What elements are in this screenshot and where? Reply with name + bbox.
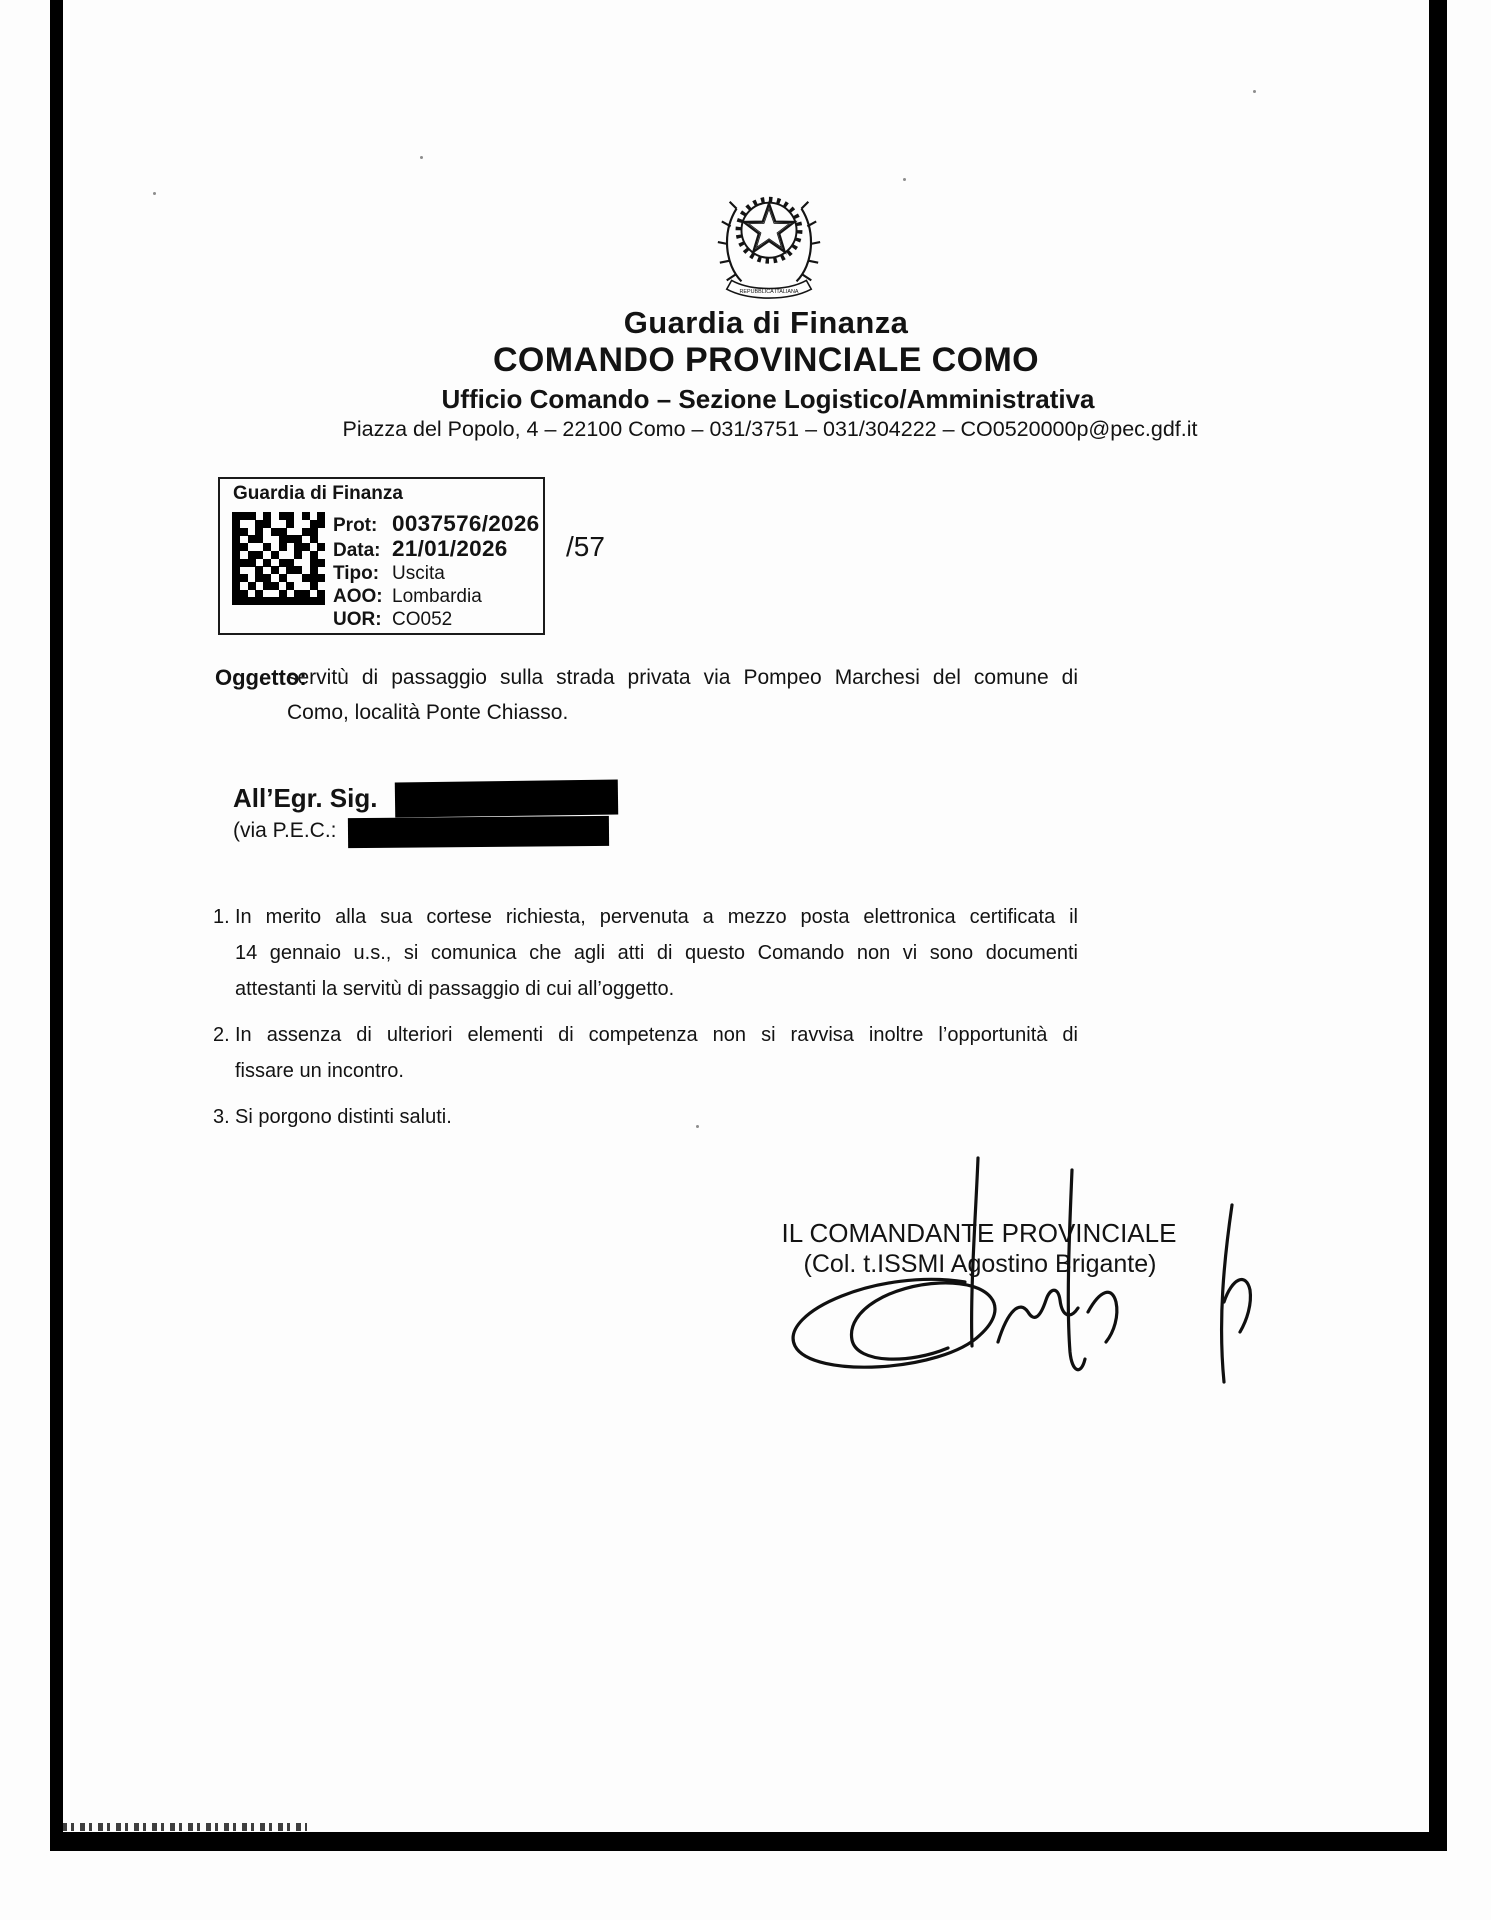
stamp-field-tipo [333, 563, 445, 585]
stamp-field-value: CO052 [392, 609, 453, 630]
recipient-to-label: All’Egr. Sig. [233, 783, 378, 813]
body-line: 14 gennaio u.s., si comunica che agli atti di questo Comando non vi sono documenti [235, 942, 1078, 964]
subject-line: Como, località Ponte Chiasso. [287, 701, 569, 724]
emblem-caption: REPUBBLICA ITALIANA [739, 289, 799, 296]
stamp-field-prot [333, 511, 540, 537]
signature-title: IL COMANDANTE PROVINCIALE [781, 1218, 1177, 1248]
scan-speck [903, 178, 906, 181]
body-line: fissare un incontro. [235, 1060, 404, 1082]
list-number: 2. [213, 1024, 230, 1046]
scan-border-bottom [50, 1832, 1447, 1851]
body-line: attestanti la servitù di passaggio di cui all’oggetto. [235, 978, 675, 1000]
letterhead-command: COMANDO PROVINCIALE COMO [492, 341, 1040, 379]
subject-label: Oggetto: [215, 665, 307, 690]
body-line: In merito alla sua cortese richiesta, pervenuta a mezzo posta elettronica certificata il [235, 906, 1078, 928]
letterhead-address: Piazza del Popolo, 4 – 22100 Como – 031/3751 – 031/304222 – CO0520000p@pec.gdf.it [342, 417, 1198, 441]
redaction-bar-pec [348, 816, 609, 848]
stamp-field-label: AOO: [333, 586, 383, 607]
redaction-bar-name [395, 779, 618, 817]
subject-line: servitù di passaggio sulla strada privata via Pompeo Marchesi del comune di [287, 666, 1078, 689]
stamp-field-value: Lombardia [392, 586, 482, 607]
scan-border-right [1429, 0, 1447, 1851]
republic-emblem-icon [710, 180, 828, 308]
stamp-field-label: Tipo: [333, 563, 380, 584]
handwritten-signature [740, 1150, 1270, 1395]
stamp-field-aoo [333, 586, 482, 608]
stamp-field-label: Prot: [333, 515, 378, 536]
stamp-field-value: 21/01/2026 [392, 536, 508, 561]
stamp-field-label: Data: [333, 540, 381, 561]
scan-border-left [50, 0, 63, 1851]
letterhead-office: Ufficio Comando – Sezione Logistico/Amministrativa [441, 384, 1095, 414]
list-number: 3. [213, 1106, 230, 1128]
protocol-suffix: /57 [566, 531, 605, 562]
list-number: 1. [213, 906, 230, 928]
scan-speck [420, 156, 423, 159]
recipient-via-label: (via P.E.C.: [233, 819, 337, 842]
stamp-field-uor [333, 609, 452, 631]
body-line: In assenza di ulteriori elementi di competenza non si ravvisa inoltre l’opportunità di [235, 1024, 1078, 1046]
stamp-field-label: UOR: [333, 609, 382, 630]
stamp-title: Guardia di Finanza [233, 483, 403, 504]
signature-name: (Col. t.ISSMI Agostino Brigante) [803, 1250, 1157, 1278]
body-line: Si porgono distinti saluti. [235, 1106, 452, 1128]
stamp-field-value: Uscita [392, 563, 445, 584]
scan-speck [1253, 90, 1256, 93]
letterhead-org: Guardia di Finanza [623, 305, 909, 340]
scan-noise [62, 1823, 307, 1831]
stamp-field-value: 0037576/2026 [392, 511, 540, 536]
stamp-field-data [333, 536, 508, 562]
scan-speck [153, 192, 156, 195]
datamatrix-barcode [232, 512, 325, 605]
protocol-stamp-box [218, 477, 545, 635]
